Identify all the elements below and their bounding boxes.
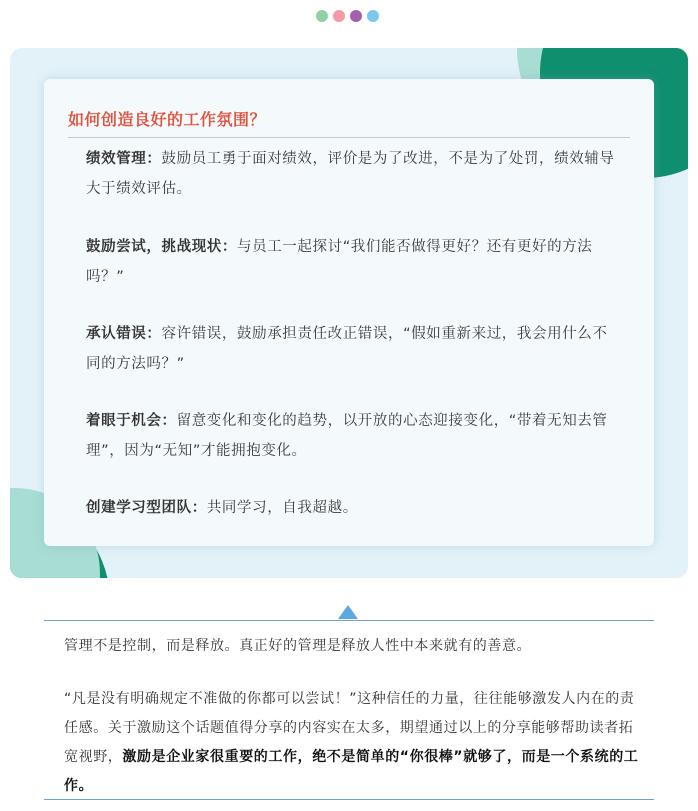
item-opportunity xyxy=(86,406,616,466)
content-card xyxy=(10,48,688,578)
item-try-challenge xyxy=(86,232,616,292)
item-admit-mistakes xyxy=(86,319,616,379)
dot-purple xyxy=(350,10,362,22)
item-label: 绩效管理： xyxy=(86,151,162,167)
card-title: 如何创造良好的工作氛围？ xyxy=(68,110,267,129)
item-text: 容许错误，鼓励承担责任改正错误，“假如重新来过，我会用什么不同的方法吗？” xyxy=(86,326,608,372)
item-performance xyxy=(86,144,616,204)
dot-green xyxy=(316,10,328,22)
item-label: 鼓励尝试，挑战现状： xyxy=(86,239,237,255)
summary-paragraph-2 xyxy=(64,685,640,801)
item-text: 留意变化和变化的趋势，以开放的心态迎接变化，“带着无知去管理”，因为“无知”才能拥抱变化。 xyxy=(86,413,608,459)
title-divider xyxy=(68,137,630,138)
bottom-divider xyxy=(44,799,654,800)
summary-paragraph-1: 管理不是控制，而是释放。真正好的管理是释放人性中本来就有的善意。 xyxy=(64,638,532,654)
item-text: 共同学习，自我超越。 xyxy=(206,500,358,516)
item-learning-team xyxy=(86,493,616,523)
dot-blue xyxy=(367,10,379,22)
card-panel xyxy=(44,79,654,546)
item-label: 创建学习型团队： xyxy=(86,500,207,516)
top-divider xyxy=(44,620,654,621)
triangle-marker xyxy=(338,605,358,619)
item-label: 承认错误： xyxy=(86,326,162,342)
summary-bold-text: 激励是企业家很重要的工作，绝不是简单的“你很棒”就够了，而是一个系统的工作。 xyxy=(64,749,639,794)
item-text: 鼓励员工勇于面对绩效，评价是为了改进，不是为了处罚，绩效辅导大于绩效评估。 xyxy=(86,151,615,197)
item-text: 与员工一起探讨“我们能否做得更好？还有更好的方法吗？” xyxy=(86,239,593,285)
dot-pink xyxy=(333,10,345,22)
summary-plain-text: “凡是没有明确规定不准做的你都可以尝试！”这种信任的力量，往往能够激发人内在的责任感。关于激励这个话题值得分享的内容实在太多，期望通过以上的分享能够帮助读者拓宽视野， xyxy=(64,691,635,765)
item-label: 着眼于机会： xyxy=(86,413,177,429)
decorative-dots xyxy=(0,10,698,24)
